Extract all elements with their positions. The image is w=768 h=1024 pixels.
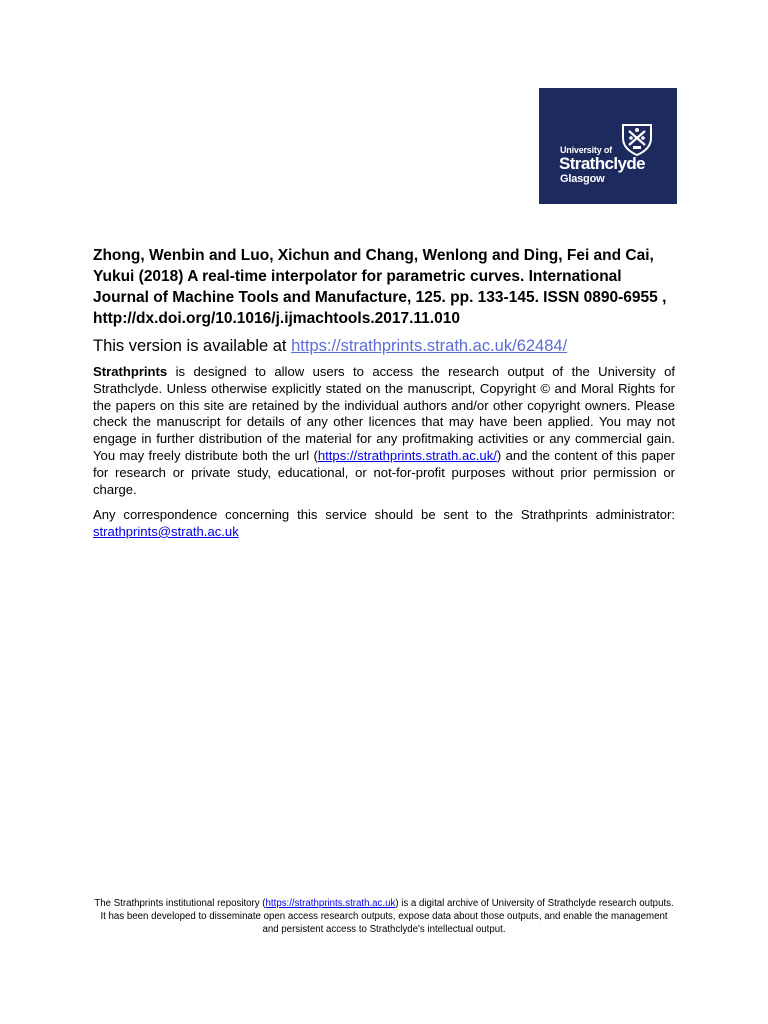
logo-line-university-of: University of: [560, 145, 612, 155]
crest-icon: [619, 122, 655, 156]
footer-after-url: ) is a digital archive of University of Strathclyde research outputs. It has been developed to disseminate open access research outputs, expose data about those outputs, and enable the management and persistent access to Strathclyde's intellectual output.: [100, 898, 674, 935]
logo-line-glasgow: Glasgow: [560, 173, 605, 185]
repository-link[interactable]: https://strathprints.strath.ac.uk/: [317, 447, 497, 463]
notice-text-after-url: ) and the content of this paper for research or private study, educational, or not-for-profit purposes without prior permission or charge.: [93, 447, 675, 497]
availability-link[interactable]: https://strathprints.strath.ac.uk/62484/: [291, 337, 568, 355]
notice-text-before-url: is designed to allow users to access the research output of the University of Strathclyde. Unless otherwise explicitly stated on the manuscript, Copyright © and Moral Rights for the papers on this site are retained by the individual authors and/or other copyright owners. Please check the manuscript for details of any other licences that may have been applied. You may not engage in further distribution of the material for any profitmaking activities or any commercial gain. You may freely distribute both the url (: [93, 364, 675, 463]
citation: Zhong, Wenbin and Luo, Xichun and Chang, Wenlong and Ding, Fei and Cai, Yukui (2018) A real-time interpolator for parametric curves. International Journal of Machine Tools and Manufacture, 125. pp. 133-145. ISSN 0890-6955 , http://dx.doi.org/10.1016/j.ijmachtools.2017.11.010: [93, 247, 667, 327]
notice-paragraph: [93, 364, 675, 498]
footer-note: [92, 897, 676, 936]
footer-before-url: The Strathprints institutional repository (: [94, 898, 266, 909]
notice-lead: Strathprints: [93, 364, 168, 379]
availability-prefix: This version is available at: [93, 337, 292, 355]
logo-line-strathclyde: Strathclyde: [559, 154, 645, 173]
footer-repository-link[interactable]: https://strathprints.strath.ac.uk: [265, 898, 396, 909]
correspondence-text: Any correspondence concerning this service should be sent to the Strathprints administrator:: [93, 507, 675, 522]
university-logo: [539, 88, 677, 204]
correspondence-paragraph: [93, 507, 675, 541]
admin-email-link[interactable]: strathprints@strath.ac.uk: [93, 523, 239, 539]
availability-line: [93, 336, 678, 357]
